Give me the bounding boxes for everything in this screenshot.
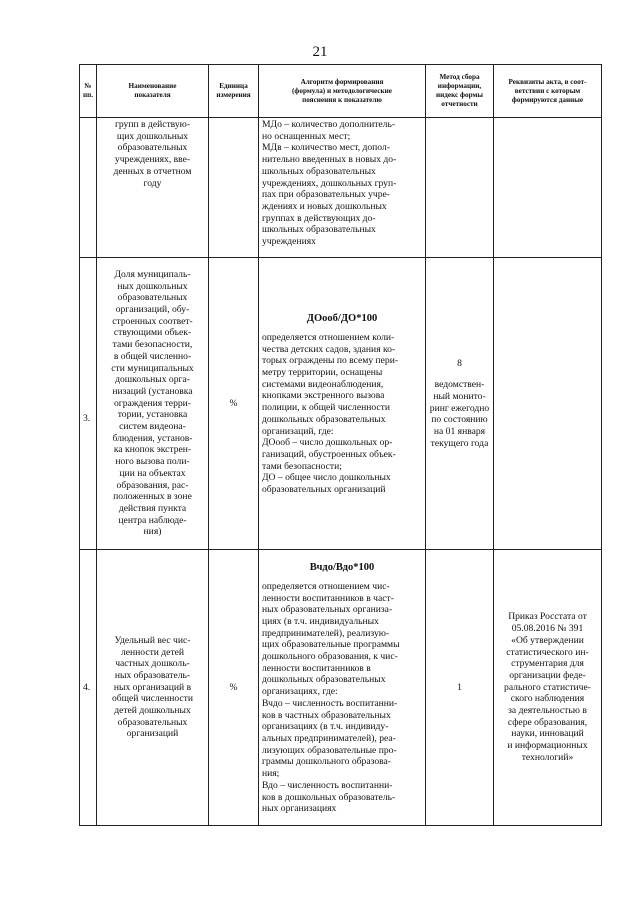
- algo-line: предпринимателей), реализую-: [262, 627, 390, 639]
- algo-line: граммы дошкольного образова-: [262, 756, 391, 768]
- algo-line: дошкольных образовательных: [262, 413, 386, 425]
- header-unit: Единица измерения: [209, 65, 259, 118]
- algo-line: организациях (в т.ч. индивиду-: [262, 721, 389, 733]
- algo-line: щих образовательные программы: [262, 639, 400, 651]
- algo-line: альных предпринимателей), реа-: [262, 733, 396, 744]
- algo-line: ждениях и новых дошкольных: [262, 200, 387, 212]
- row3-requisites: [494, 258, 602, 550]
- header-name: Наименование показателя: [97, 65, 209, 118]
- row-cont-unit: [209, 118, 259, 258]
- row-cont-name: групп в действую- щих дошкольных образовательных учреждениях, вве- денных в отчетном году: [97, 118, 209, 258]
- algo-line: ленности воспитанников в: [262, 662, 371, 674]
- row-cont-algorithm: [259, 118, 426, 258]
- algo-line: ных образовательных организа-: [262, 604, 393, 616]
- row4-requisites: Приказ Росстата от 05.08.2016 № 391 «Об утверждении статистического ин- струментария для организации феде- рального статистиче- ского наблюдения за деятельностью в сфере образования, науки, инноваций и информационных технологий»: [494, 550, 602, 826]
- algo-line: организациях, где:: [262, 686, 338, 698]
- algo-line: пах при образовательных учре-: [262, 189, 390, 201]
- header-num: № пп.: [80, 65, 97, 118]
- row3-name: Доля муниципаль- ных дошкольных образовательных организаций, обу- строенных соответ- ствующими объек- тами безопасности, в общей численно- сти муниципальных дошкольных орга- низаций (установка ограждения терри- тории, установка систем видеона- блюдения, установ- ка кнопок экстрен- ного вызова поли- ции на объектах образования, рас- положенных в зоне действия пункта центра наблюде- ния): [97, 258, 209, 550]
- row3-num: 3.: [80, 258, 97, 550]
- header-algorithm: Алгоритм формирования (формула) и методологические пояснения к показателю: [259, 65, 426, 118]
- table-row: [80, 258, 602, 550]
- algo-line: кнопками экстренного вызова: [262, 390, 385, 402]
- algo-line: лизующих образовательные про-: [262, 744, 397, 756]
- algo-line: полиции, к общей численности: [262, 402, 390, 414]
- algo-line: торых ограждены по всему пери-: [262, 355, 399, 367]
- row4-formula: Вчдо/Вдо*100: [309, 562, 375, 574]
- algo-line: определяется отношением коли-: [262, 331, 395, 343]
- table-row: [80, 118, 602, 258]
- row4-algorithm: [259, 550, 426, 826]
- algo-line: МДв – количество мест, допол-: [262, 142, 390, 154]
- algo-line: ков в дошкольных образователь-: [262, 791, 396, 803]
- row3-method: [426, 258, 494, 550]
- algo-line: школьных образовательных: [262, 165, 376, 177]
- row3-formula: ДОооб/ДО*100: [306, 313, 378, 325]
- row4-name: Удельный вес чис- ленности детей частных дошколь- ных образователь- ных организаций в общей численности детей дошкольных образовательных организаций: [97, 550, 209, 826]
- indicators-table: [79, 64, 602, 826]
- row-cont-requisites: [494, 118, 602, 258]
- algo-line: но оснащенных мест;: [262, 130, 351, 142]
- algo-line: МДо – количество дополнитель-: [262, 119, 396, 130]
- header-requisites: Реквизиты акта, в соот- ветствии с которым формируются данные: [494, 65, 602, 118]
- row3-method-num: 8: [457, 357, 462, 369]
- algo-line: ков в частных образовательных: [262, 709, 391, 721]
- row3-algorithm: [259, 258, 426, 550]
- algo-line: учреждениях: [262, 236, 316, 248]
- algo-line: циях (в т.ч. индивидуальных: [262, 615, 379, 627]
- algo-line: ленности воспитанников в част-: [262, 592, 394, 604]
- algo-line: ных организациях: [262, 803, 337, 815]
- row-cont-num: [80, 118, 97, 258]
- algo-line: определяется отношением чис-: [262, 580, 390, 592]
- table-row: [80, 550, 602, 826]
- algo-line: дошкольных образовательных: [262, 674, 386, 686]
- algo-lines: [262, 332, 422, 496]
- header-method: Метод сбора информации, индекс формы отчетности: [426, 65, 494, 118]
- row4-unit: %: [209, 550, 259, 826]
- algo-line: ния;: [262, 768, 280, 780]
- algo-lines: [262, 581, 422, 815]
- page-number: 21: [312, 44, 328, 60]
- algo-line: организаций, где:: [262, 425, 334, 437]
- algo-line: школьных образовательных: [262, 224, 376, 236]
- algo-line: метру территории, оснащены: [262, 367, 383, 379]
- algo-line: Вдо – численность воспитанни-: [262, 779, 393, 791]
- row3-method-text: ведомствен- ный монито- ринг ежегодно по состоянию на 01 января текущего года: [429, 379, 490, 449]
- row4-method: 1: [426, 550, 494, 826]
- algo-line: дошкольного образования, к чис-: [262, 651, 398, 663]
- algo-line: системами видеонаблюдения,: [262, 378, 384, 390]
- row4-num: 4.: [80, 550, 97, 826]
- algo-line: ДО – общее число дошкольных: [262, 472, 391, 484]
- algo-line: чества детских садов, здания ко-: [262, 343, 396, 355]
- algo-line: нительно введенных в новых до-: [262, 154, 397, 166]
- algo-line: учреждениях, дошкольных груп-: [262, 177, 397, 189]
- algo-line: ганизаций, обустроенных объек-: [262, 449, 396, 460]
- algo-lines: [262, 119, 422, 248]
- algo-line: тами безопасности;: [262, 460, 342, 472]
- row3-unit: %: [209, 258, 259, 550]
- algo-line: Вчдо – численность воспитанни-: [262, 697, 398, 709]
- table-header-row: [80, 65, 602, 118]
- algo-line: группах в действующих до-: [262, 212, 376, 224]
- row-cont-method: [426, 118, 494, 258]
- algo-line: образовательных организаций: [262, 484, 386, 496]
- algo-line: ДОооб – число дошкольных ор-: [262, 437, 393, 449]
